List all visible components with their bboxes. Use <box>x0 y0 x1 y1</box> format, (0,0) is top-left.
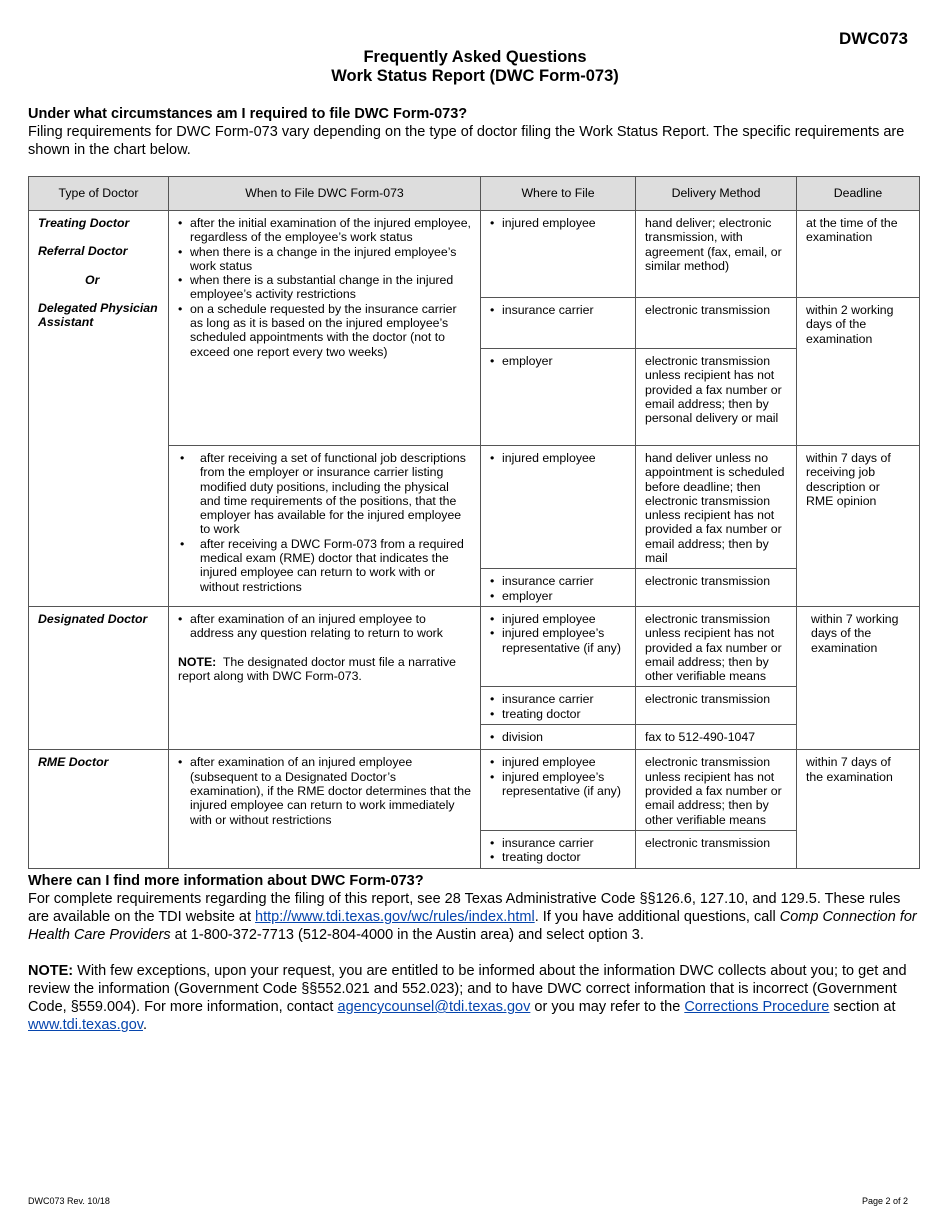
list-item: • when there is a substantial change in the injured employee’s activity restrictions <box>190 273 471 302</box>
footer-page-number: Page 2 of 2 <box>861 1196 908 1206</box>
method-cell: electronic transmission <box>636 687 797 725</box>
body-text: With few exceptions, upon your request, you are entitled to be informed about the information DWC collects about you; to get and review the information (Government Code §§552.021 and 552.023); and to have DWC correct information that is incorrect (Government Code, §559.004). For more information, contact <box>28 963 907 1015</box>
list-item: • insurance carrier <box>502 836 626 850</box>
list-item: • insurance carrier <box>502 303 626 317</box>
title-line-1: Frequently Asked Questions <box>363 48 587 66</box>
list-item: • employer <box>502 589 626 603</box>
footer-revision: DWC073 Rev. 10/18 <box>28 1196 110 1206</box>
note-label: NOTE: <box>178 654 217 669</box>
list-item: • treating doctor <box>502 850 626 864</box>
doctor-type: RME Doctor <box>38 755 109 770</box>
method-cell: fax to 512-490-1047 <box>636 725 797 750</box>
list-item: • after receiving a DWC Form-073 from a required medical exam (RME) doctor that indicates the injured employee can return to work with or without restrictions <box>200 537 471 594</box>
deadline-cell: at the time of the examination <box>797 211 920 298</box>
body-text: section at <box>829 999 896 1015</box>
body-text: . If you have additional questions, call <box>534 909 780 925</box>
body-text: at 1-800-372-7713 (512-804-4000 in the Austin area) and select option 3. <box>170 927 644 943</box>
title-line-2: Work Status Report (DWC Form-073) <box>331 67 619 85</box>
table-header-row <box>29 177 920 211</box>
deadline-cell: within 7 days of receiving job description or RME opinion <box>797 446 920 607</box>
filing-requirements-table <box>28 176 920 869</box>
list-item: • after the initial examination of the injured employee, regardless of the employee’s work status <box>190 216 471 245</box>
when-to-file-cell <box>169 606 481 749</box>
method-cell: hand deliver; electronic transmission, with agreement (fax, email, or similar method) <box>636 211 797 298</box>
when-to-file-cell <box>169 446 481 607</box>
comp-connection-text: Comp Connection for Health Care Providers <box>28 909 917 943</box>
list-item: • injured employee’s representative (if any) <box>502 626 626 655</box>
where-cell <box>481 446 636 569</box>
where-cell <box>481 750 636 830</box>
list-item: • insurance carrier <box>502 692 626 706</box>
header-when: When to File DWC Form-073 <box>169 177 481 211</box>
list-item: • insurance carrier <box>502 574 626 588</box>
header-method: Delivery Method <box>636 177 797 211</box>
doctor-type: Designated Doctor <box>38 611 148 626</box>
privacy-note <box>28 962 924 1034</box>
tdi-website-link[interactable]: www.tdi.texas.gov <box>28 1017 143 1033</box>
header-deadline: Deadline <box>797 177 920 211</box>
doctor-type: Delegated Physician Assistant <box>38 300 158 330</box>
method-cell: electronic transmission unless recipient has not provided a fax number or email address; then by other verifiable means <box>636 750 797 830</box>
list-item: • on a schedule requested by the insurance carrier as long as it is based on the injured employee’s scheduled appointments with the doctor (not to exceed one report every two weeks) <box>190 302 471 359</box>
deadline-cell: within 7 days of the examination <box>797 750 920 868</box>
doctor-type-designated <box>29 606 169 749</box>
where-cell <box>481 606 636 686</box>
where-cell <box>481 349 636 446</box>
question-2 <box>28 872 924 944</box>
method-cell: electronic transmission unless recipient has not provided a fax number or email address; then by personal delivery or mail <box>636 349 797 446</box>
note-text: The designated doctor must file a narrative report along with DWC Form-073. <box>178 654 456 683</box>
list-item: • injured employee <box>502 755 626 769</box>
agency-counsel-email-link[interactable]: agencycounsel@tdi.texas.gov <box>337 999 531 1015</box>
question-1-heading: Under what circumstances am I required to file DWC Form-073? <box>28 106 468 122</box>
list-item: • injured employee <box>502 451 626 465</box>
when-to-file-cell <box>169 211 481 446</box>
doctor-type-rme <box>29 750 169 868</box>
page-title <box>0 48 950 86</box>
table-row <box>29 211 920 298</box>
method-cell: electronic transmission unless recipient has not provided a fax number or email address; then by other verifiable means <box>636 606 797 686</box>
question-1-body: Filing requirements for DWC Form-073 vary depending on the type of doctor filing the Work Status Report. The specific requirements are shown in the chart below. <box>28 124 905 158</box>
list-item: • after receiving a set of functional job descriptions from the employer or insurance carrier listing modified duty positions, including the physical and time requirements of the positions, that the employer has available for the injured employee to work <box>200 451 471 537</box>
table-row <box>29 606 920 686</box>
header-where: Where to File <box>481 177 636 211</box>
list-item: • treating doctor <box>502 707 626 721</box>
method-cell: hand deliver unless no appointment is scheduled before deadline; then electronic transmission unless recipient has not provided a fax number or email address; then by mail <box>636 446 797 569</box>
where-cell <box>481 687 636 725</box>
note-label: NOTE: <box>28 963 74 979</box>
method-cell: electronic transmission <box>636 830 797 868</box>
form-id: DWC073 <box>839 29 908 48</box>
body-text: For complete requirements regarding the filing of this report, see 28 Texas Administrative Code §§126.6, 127.10, and 129.5. These rules are available on the TDI website at <box>28 891 901 925</box>
question-1 <box>28 105 928 159</box>
header-type: Type of Doctor <box>29 177 169 211</box>
corrections-procedure-link[interactable]: Corrections Procedure <box>684 999 830 1015</box>
list-item: • after examination of an injured employee to address any question relating to return to work <box>190 612 471 641</box>
where-cell <box>481 725 636 750</box>
list-item: • employer <box>502 354 626 368</box>
body-text: or you may refer to the <box>530 999 685 1015</box>
list-item: • after examination of an injured employee (subsequent to a Designated Doctor’s examination), if the RME doctor determines that the injured employee can return to work immediately with or without restrictions <box>190 755 471 826</box>
doctor-type: Or <box>85 272 100 287</box>
where-cell <box>481 211 636 298</box>
where-cell <box>481 830 636 868</box>
where-cell <box>481 298 636 349</box>
doctor-type: Treating Doctor <box>38 216 130 230</box>
method-cell: electronic transmission <box>636 569 797 607</box>
body-text: . <box>142 1017 148 1033</box>
question-2-body <box>28 890 924 944</box>
method-cell: electronic transmission <box>636 298 797 349</box>
list-item: • injured employee <box>502 216 626 230</box>
deadline-cell: within 7 working days of the examination <box>797 606 920 749</box>
table-row <box>29 750 920 830</box>
list-item: • injured employee’s representative (if any) <box>502 770 626 799</box>
designated-note <box>178 655 471 684</box>
list-item: • injured employee <box>502 612 626 626</box>
where-cell <box>481 569 636 607</box>
list-item: • division <box>502 730 626 744</box>
doctor-type-treating <box>29 211 169 607</box>
question-2-heading: Where can I find more information about DWC Form-073? <box>28 873 424 889</box>
tdi-rules-link[interactable]: http://www.tdi.texas.gov/wc/rules/index.html <box>255 909 535 925</box>
when-to-file-cell <box>169 750 481 868</box>
list-item: • when there is a change in the injured employee’s work status <box>190 245 471 274</box>
deadline-cell: within 2 working days of the examination <box>797 298 920 446</box>
doctor-type: Referral Doctor <box>38 244 128 259</box>
